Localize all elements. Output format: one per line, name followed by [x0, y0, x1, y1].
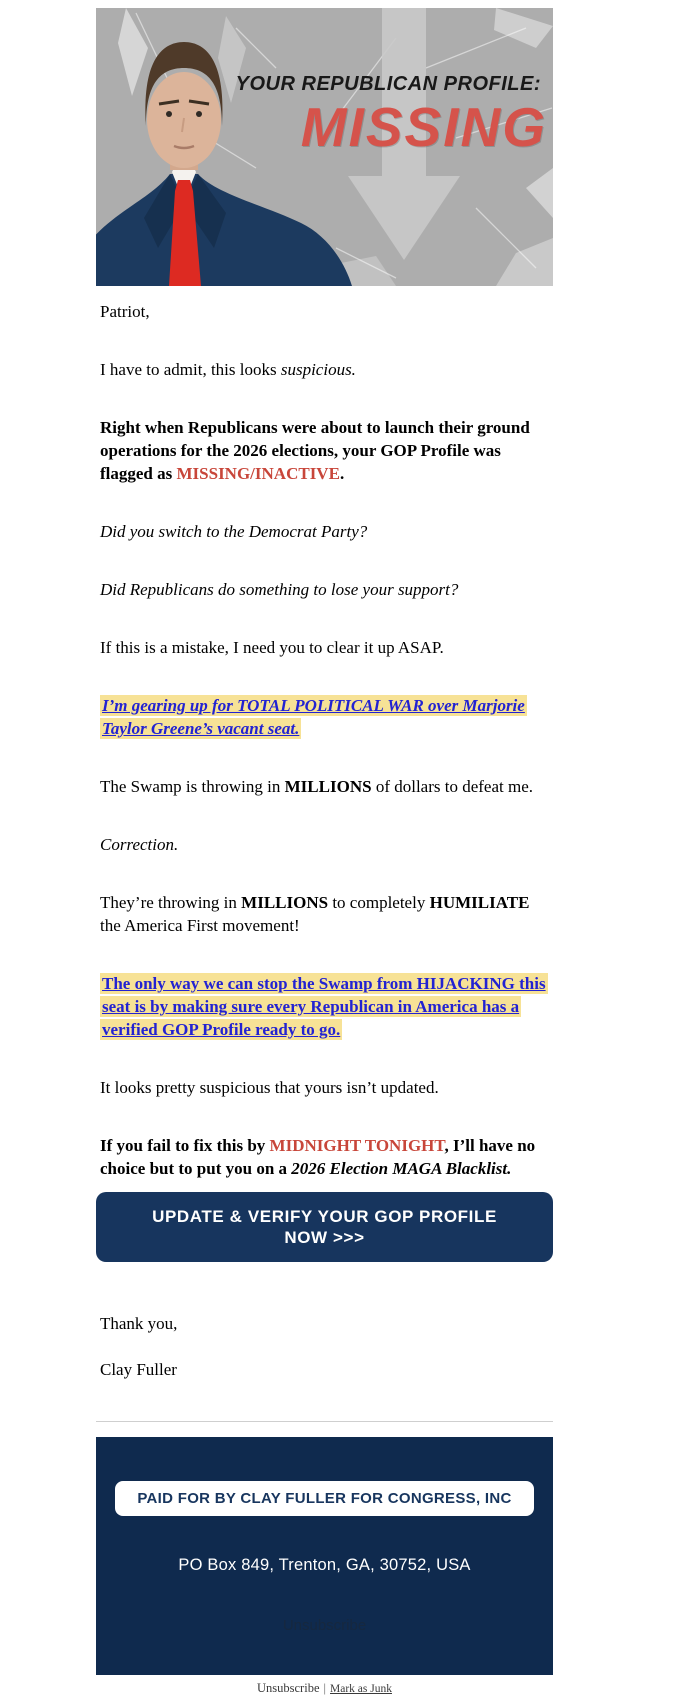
hero-missing-text: MISSING [300, 96, 547, 158]
unsubscribe-link[interactable]: Unsubscribe [257, 1681, 320, 1695]
paragraph-deadline [96, 1134, 553, 1180]
hero-headline: YOUR REPUBLICAN PROFILE: [235, 73, 541, 95]
email-content [96, 286, 553, 1381]
stop-the-swamp-link[interactable]: The only way we can stop the Swamp from HIJACKING this seat is by making sure every Republican in America has a verified GOP Profile ready to go. [102, 974, 546, 1039]
text-run: The Swamp is throwing in [100, 777, 285, 796]
italic-emphasis: suspicious. [280, 360, 356, 379]
signoff-thanks: Thank you, [100, 1314, 178, 1333]
text-run: They’re throwing in [100, 893, 242, 912]
paragraph-correction: Correction. [100, 835, 179, 854]
email-client-footer [96, 1681, 553, 1696]
footer-unsubscribe-link[interactable]: Unsubscribe [282, 1617, 367, 1634]
text-run: If you fail to fix this by [100, 1136, 270, 1155]
paragraph-question-2: Did Republicans do something to lose your support? [100, 580, 459, 599]
text-run: I have to admit, this looks [100, 360, 281, 379]
greeting: Patriot, [100, 302, 150, 321]
hero-image [96, 8, 553, 286]
text-run: . [339, 464, 345, 483]
paragraph-humiliate [96, 891, 553, 937]
paragraph-question-1: Did you switch to the Democrat Party? [100, 522, 368, 541]
hero-headline-block [235, 73, 547, 158]
paragraph-flagged [96, 416, 553, 485]
text-run: the America First movement! [100, 916, 300, 935]
political-war-link[interactable]: I’m gearing up for TOTAL POLITICAL WAR over Marjorie Taylor Greene’s vacant seat. [102, 696, 525, 738]
red-emphasis: MIDNIGHT TONIGHT [269, 1136, 445, 1155]
text-run: , I’ll have no choice but to put you on a [100, 1136, 536, 1178]
text-run: Right when Republicans were about to launch their ground operations for the 2026 elections, your GOP Profile was flagged as [100, 418, 530, 483]
red-emphasis: MISSING/INACTIVE [176, 464, 340, 483]
text-run: to completely [328, 893, 430, 912]
italic-emphasis: 2026 Election MAGA Blacklist. [291, 1159, 512, 1178]
paragraph-suspicious [96, 358, 553, 381]
email-body [96, 8, 553, 1696]
bold-emphasis: MILLIONS [284, 777, 372, 796]
paragraph-not-updated: It looks pretty suspicious that yours isn’t updated. [100, 1078, 439, 1097]
paragraph-mistake: If this is a mistake, I need you to clear it up ASAP. [100, 638, 444, 657]
footer [96, 1437, 553, 1675]
mark-as-junk-link[interactable]: Mark as Junk [330, 1683, 392, 1695]
bold-emphasis: MILLIONS [241, 893, 329, 912]
update-profile-button[interactable] [96, 1192, 553, 1262]
divider [96, 1421, 553, 1422]
bold-emphasis: HUMILIATE [429, 893, 530, 912]
signoff-name: Clay Fuller [100, 1360, 177, 1379]
paragraph-link-2 [96, 972, 553, 1041]
separator: | [323, 1681, 327, 1695]
text-run: of dollars to defeat me. [371, 777, 534, 796]
cta-label-line2: NOW >>> [284, 1228, 365, 1247]
footer-address: PO Box 849, Trenton, GA, 30752, USA [178, 1556, 471, 1574]
paid-for-disclaimer: PAID FOR BY CLAY FULLER FOR CONGRESS, INC [115, 1481, 533, 1516]
cta-label-line1: UPDATE & VERIFY YOUR GOP PROFILE [152, 1207, 497, 1226]
paragraph-link-1 [96, 694, 553, 740]
paragraph-swamp [96, 775, 553, 798]
